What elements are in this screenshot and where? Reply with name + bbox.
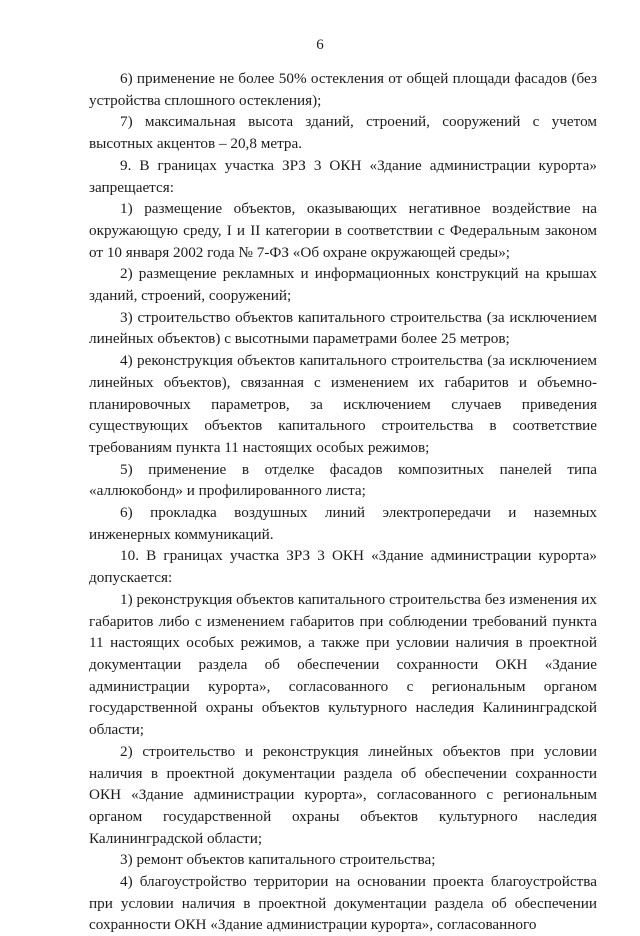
paragraph: 1) реконструкция объектов капитального строительства без изменения их габаритов либо с изменением габаритов при соблюдении требований пункта 11 настоящих особых режимов, а также при условии наличия в проектной документации раздела об обеспечении сохранности ОКН «Здание администрации курорта», согласованного с региональным органом государственной охраны объектов культурного наследия Калининградской области; bbox=[89, 590, 597, 739]
section-heading-paragraph: 9. В границах участка ЗРЗ 3 ОКН «Здание администрации курорта» запрещается: bbox=[89, 156, 597, 196]
paragraph: 3) ремонт объектов капитального строительства; bbox=[120, 851, 436, 869]
page-number: 6 bbox=[316, 37, 324, 53]
paragraph: 2) строительство и реконструкция линейных объектов при условии наличия в проектной документации раздела об обеспечении сохранности ОКН «Здание администрации курорта», согласованного с региональным органом государственной охраны объектов культурного наследия Калининградской области; bbox=[89, 742, 597, 847]
section-heading-paragraph: 10. В границах участка ЗРЗ 3 ОКН «Здание администрации курорта» допускается: bbox=[89, 547, 597, 587]
paragraph: 6) прокладка воздушных линий электропередачи и наземных инженерных коммуникаций. bbox=[89, 504, 597, 543]
paragraph: 7) максимальная высота зданий, строений, сооружений с учетом высотных акцентов – 20,8 метра. bbox=[89, 113, 597, 153]
paragraph: 3) строительство объектов капитального строительства (за исключением линейных объектов) с высотными параметрами более 25 метров; bbox=[89, 308, 597, 348]
paragraph: 2) размещение рекламных и информационных конструкций на крышах зданий, строений, сооружений; bbox=[89, 265, 597, 305]
paragraph: 5) применение в отделке фасадов композитных панелей типа «аллюкобонд» и профилированного листа; bbox=[89, 460, 597, 500]
paragraph: 4) реконструкция объектов капитального строительства (за исключением линейных объектов), связанная с изменением их габаритов и объемно-планировочных параметров, за исключением случаев приведения существующих объектов капитального строительства в соответствие требованиям пункта 11 настоящих особых режимов; bbox=[89, 352, 597, 456]
paragraph: 6) применение не более 50% остекления от общей площади фасадов (без устройства сплошного остекления); bbox=[89, 70, 597, 109]
document-body bbox=[89, 68, 597, 936]
paragraph: 1) размещение объектов, оказывающих негативное воздействие на окружающую среду, I и II категории в соответствии с Федеральным законом от 10 января 2002 года № 7-ФЗ «Об охране окружающей среды»; bbox=[89, 200, 597, 261]
paragraph: 4) благоустройство территории на основании проекта благоустройства при условии наличия в проектной документации раздела об обеспечении сохранности ОКН «Здание администрации курорта», согласованного bbox=[89, 873, 597, 934]
